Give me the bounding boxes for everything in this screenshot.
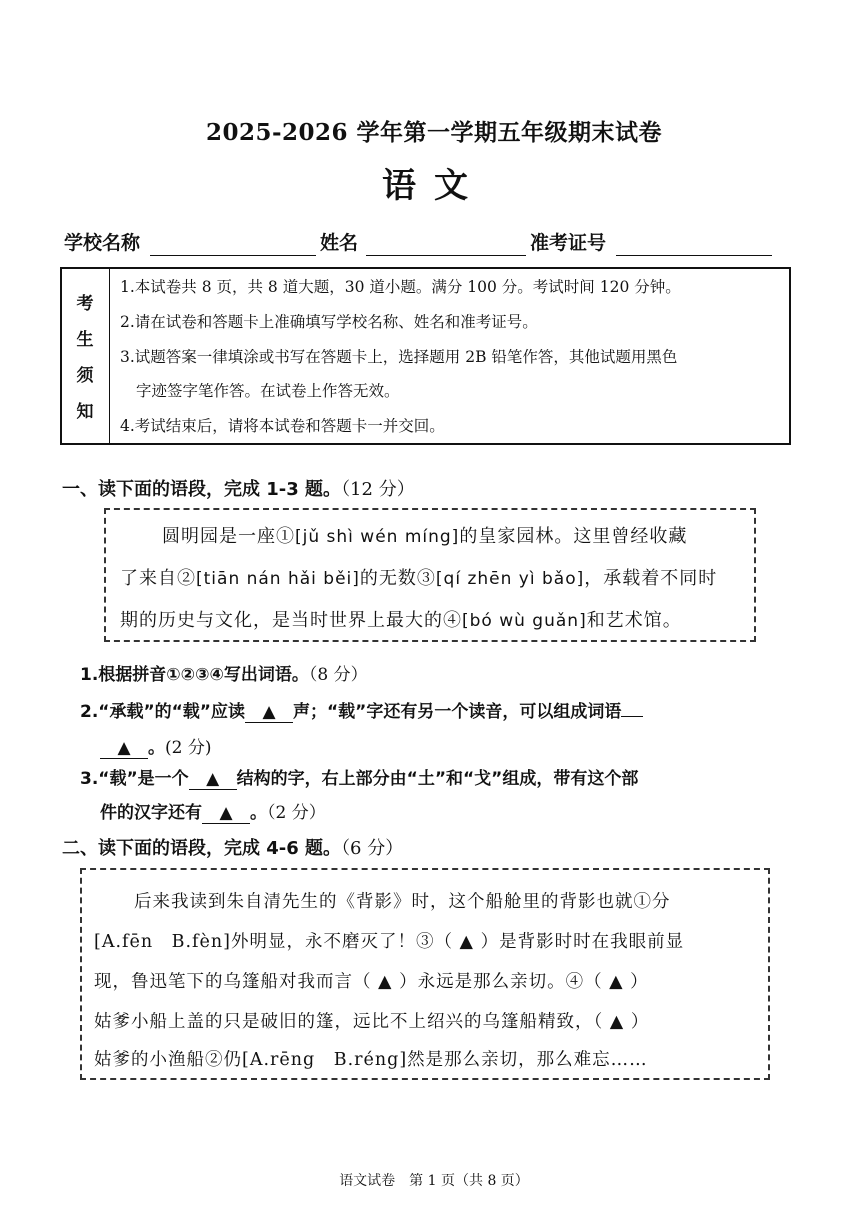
notice-side-char: 须	[76, 366, 94, 386]
answer-blank: ▲	[202, 803, 250, 824]
question-1: 1.根据拼音①②③④写出词语。（8 分）	[80, 665, 368, 685]
candidate-info-row	[64, 228, 774, 258]
section-1-heading: 一、读下面的语段，完成 1-3 题。（12 分）	[62, 479, 415, 500]
notice-item: 3.试题答案一律填涂或书写在答题卡上，选择题用 2B 铅笔作答，其他试题用黑色	[120, 348, 678, 366]
notice-item: 1.本试卷共 8 页，共 8 道大题，30 道小题。满分 100 分。考试时间 120 分钟。	[120, 278, 681, 296]
passage-line: 现，鲁迅笔下的乌篷船对我而言（ ▲ ）永远是那么亲切。④（ ▲ ）	[94, 972, 649, 992]
answer-blank: ▲	[100, 738, 148, 759]
answer-blank	[621, 716, 643, 717]
answer-blank: ▲	[245, 702, 293, 723]
notice-side-label	[62, 269, 110, 443]
notice-side-char: 考	[76, 294, 94, 314]
passage-line: 期的历史与文化，是当时世界上最大的④[bó wù guǎn]和艺术馆。	[120, 610, 682, 631]
page-footer: 语文试卷 第 1 页（共 8 页）	[339, 1173, 529, 1189]
answer-blank: ▲	[189, 769, 237, 790]
name-blank	[366, 255, 526, 256]
id-label: 准考证号	[530, 232, 607, 254]
section-2-heading: 二、读下面的语段，完成 4-6 题。（6 分）	[62, 838, 404, 859]
candidate-notice-box	[60, 267, 791, 445]
subject-title: 语文	[382, 166, 486, 206]
notice-side-char: 知	[76, 402, 94, 422]
notice-item: 字迹签字笔作答。在试卷上作答无效。	[136, 382, 400, 400]
school-label: 学校名称	[64, 232, 141, 254]
school-blank	[150, 255, 316, 256]
passage-line: 后来我读到朱自清先生的《背影》时，这个船舱里的背影也就①分	[134, 892, 671, 912]
name-label: 姓名	[320, 232, 359, 254]
id-blank	[616, 255, 772, 256]
question-3-cont: 件的汉字还有 ▲ 。（2 分）	[100, 803, 326, 823]
passage-line: 圆明园是一座①[jǔ shì wén míng]的皇家园林。这里曾经收藏	[162, 526, 688, 547]
question-2: 2.“承载”的“载”应读 ▲ 声；“载”字还有另一个读音，可以组成词语	[80, 697, 643, 723]
passage-line: 了来自②[tiān nán hǎi běi]的无数③[qí zhēn yì bǎo]，承载着不同时	[120, 568, 718, 589]
question-3: 3.“载”是一个 ▲ 结构的字，右上部分由“土”和“戈”组成，带有这个部	[80, 769, 639, 789]
passage-line: 姑爹的小渔船②仍[A.rēng B.réng]然是那么亲切，那么难忘……	[94, 1050, 648, 1070]
exam-title: 2025-2026 学年第一学期五年级期末试卷	[205, 119, 663, 146]
passage-line: [A.fēn B.fèn]外明显，永不磨灭了！③（ ▲ ）是背影时时在我眼前显	[94, 932, 685, 952]
section-1-passage-box	[104, 508, 756, 642]
question-2-cont: ▲ 。(2 分)	[100, 733, 211, 759]
notice-side-char: 生	[76, 330, 94, 350]
section-2-passage-box	[80, 868, 770, 1080]
notice-item: 4.考试结束后，请将本试卷和答题卡一并交回。	[120, 417, 445, 435]
notice-item: 2.请在试卷和答题卡上准确填写学校名称、姓名和准考证号。	[120, 313, 538, 331]
passage-line: 姑爹小船上盖的只是破旧的篷，远比不上绍兴的乌篷船精致，（ ▲ ）	[94, 1012, 650, 1032]
